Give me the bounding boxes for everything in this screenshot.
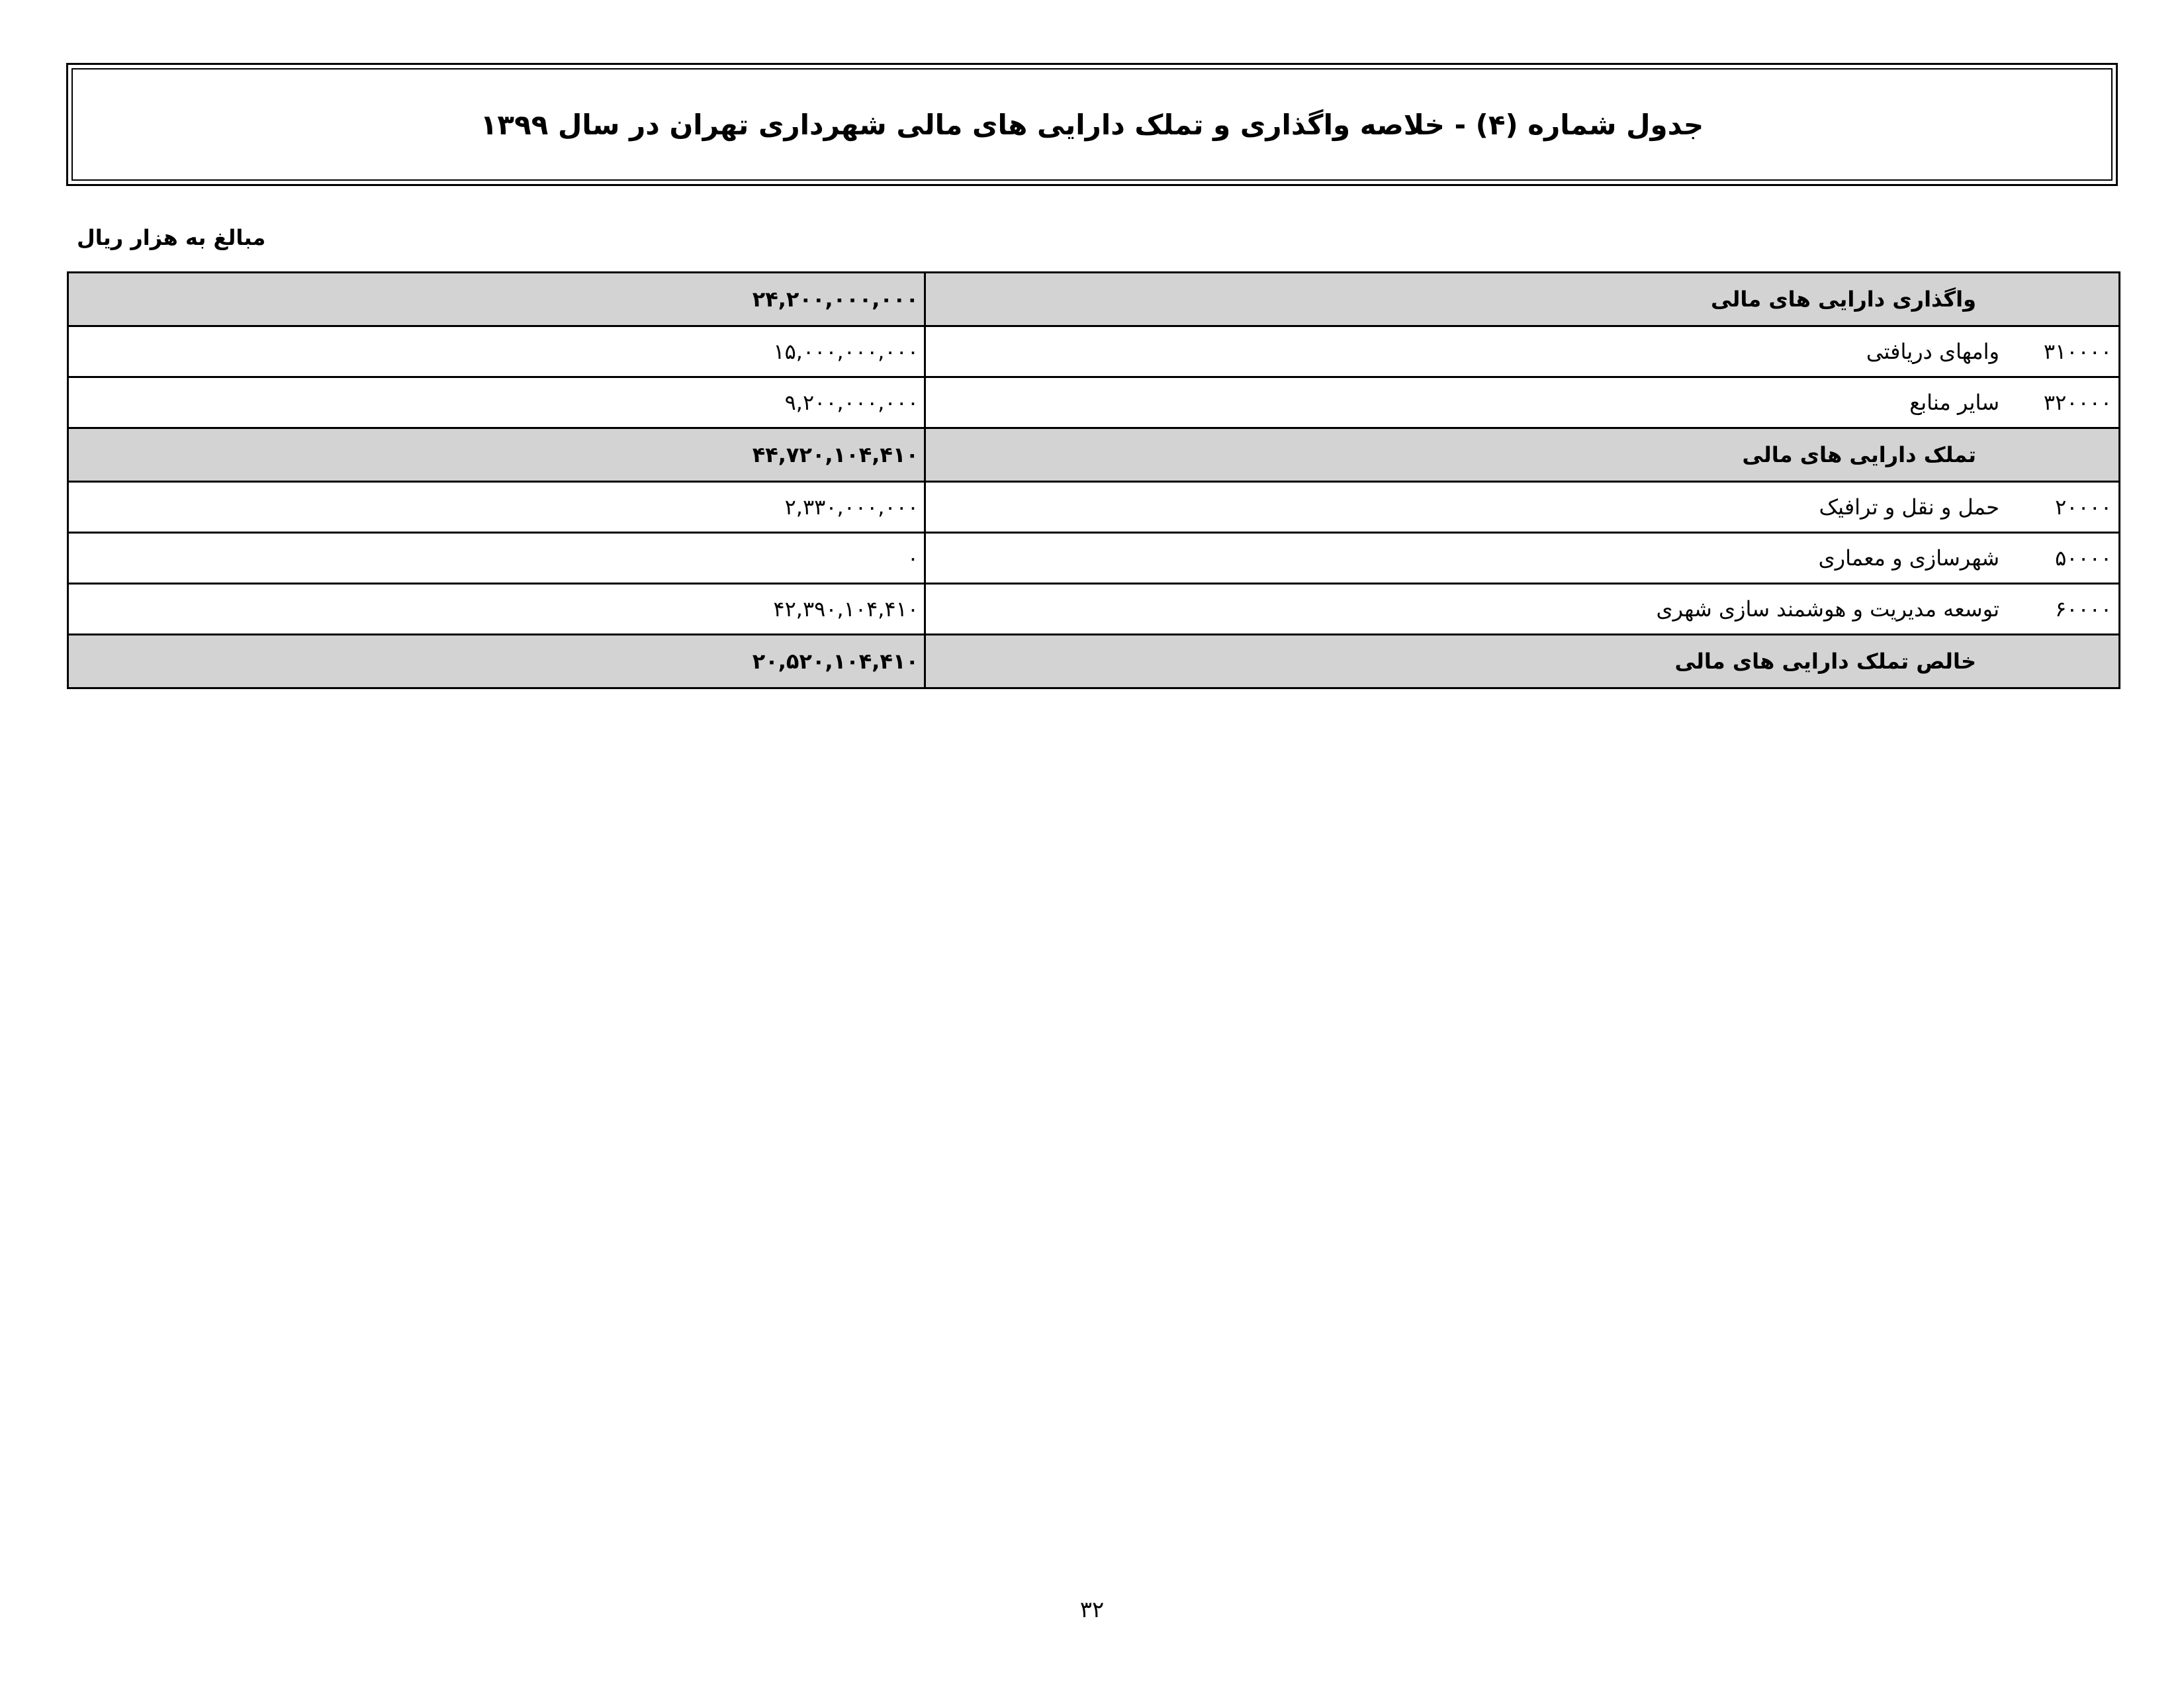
page-title: جدول شماره (۴) - خلاصه واگذاری و تملک دارایی های مالی شهرداری تهران در سال ۱۳۹۹	[480, 108, 1704, 141]
row-label: سایر منابع	[1909, 390, 1999, 415]
row-code: ۳۱۰۰۰۰	[2043, 339, 2112, 364]
table-row	[68, 584, 2120, 635]
row-amount: ۴۲,۳۹۰,۱۰۴,۴۱۰	[68, 584, 925, 635]
row-amount: ۲۴,۲۰۰,۰۰۰,۰۰۰	[68, 273, 925, 326]
units-note: مبالغ به هزار ریال	[77, 225, 266, 250]
row-label: واگذاری دارایی های مالی	[1710, 287, 1976, 312]
row-amount: ۹,۲۰۰,۰۰۰,۰۰۰	[68, 377, 925, 428]
row-label: حمل و نقل و ترافیک	[1819, 494, 1999, 520]
row-code: ۳۲۰۰۰۰	[2043, 390, 2112, 415]
row-label: خالص تملک دارایی های مالی	[1674, 649, 1976, 674]
row-amount: ۴۴,۷۲۰,۱۰۴,۴۱۰	[68, 428, 925, 482]
table-row	[68, 482, 2120, 533]
table-row	[68, 428, 2120, 482]
row-code: ۶۰۰۰۰	[2055, 596, 2112, 622]
row-amount: ۰	[68, 533, 925, 584]
row-label: شهرسازی و معماری	[1818, 545, 1999, 571]
page-number: ۳۲	[1079, 1597, 1105, 1623]
row-amount: ۱۵,۰۰۰,۰۰۰,۰۰۰	[68, 326, 925, 377]
row-amount: ۲,۳۳۰,۰۰۰,۰۰۰	[68, 482, 925, 533]
title-box	[66, 63, 2118, 186]
table-row	[68, 533, 2120, 584]
row-code: ۵۰۰۰۰	[2055, 545, 2112, 571]
row-code: ۲۰۰۰۰	[2055, 494, 2112, 520]
row-label: وامهای دریافتی	[1866, 339, 1999, 364]
table-row	[68, 377, 2120, 428]
table-row	[68, 326, 2120, 377]
row-amount: ۲۰,۵۲۰,۱۰۴,۴۱۰	[68, 635, 925, 688]
row-label: تملک دارایی های مالی	[1742, 442, 1976, 467]
table-row	[68, 273, 2120, 326]
financial-assets-table	[67, 271, 2120, 689]
row-label: توسعه مدیریت و هوشمند سازی شهری	[1656, 596, 1999, 622]
table-row	[68, 635, 2120, 688]
